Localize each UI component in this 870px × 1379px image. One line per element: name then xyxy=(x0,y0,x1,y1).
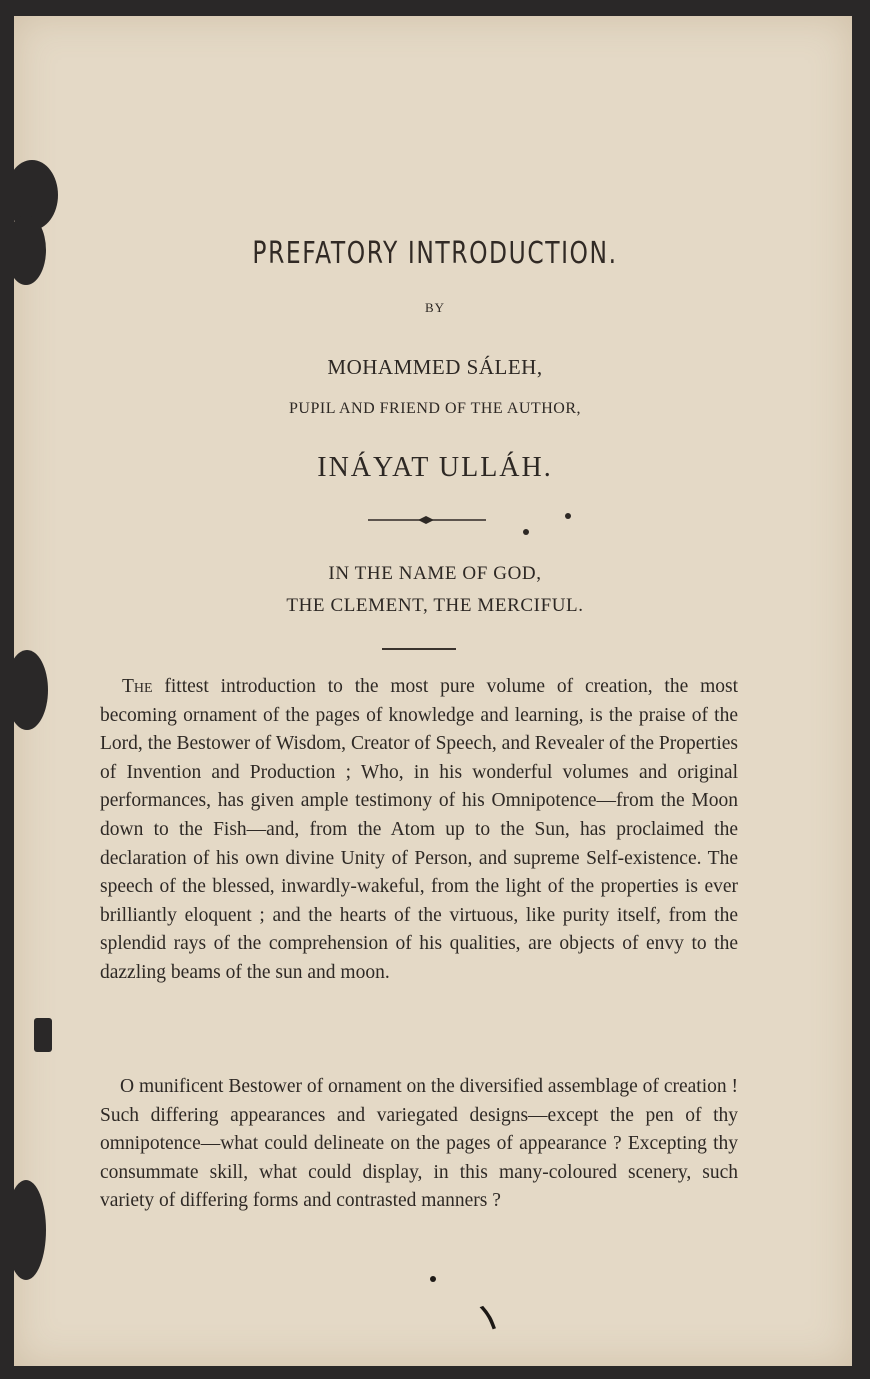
paragraph-2: O munificent Bestower of ornament on the diversified assemblage of creation ! Such differing appearances and variegated designs—except the pen of thy omnipotence—what could delineate on the pages of appearance ? Excepting thy consummate skill, what could display, in this many-coloured scenery, such variety of differing forms and contrasted manners ? xyxy=(100,1076,738,1212)
author-role: PUPIL AND FRIEND OF THE AUTHOR, xyxy=(289,400,581,417)
page-title: PREFATORY INTRODUCTION. xyxy=(252,236,618,271)
page-tear-mark xyxy=(34,1018,52,1052)
subject-name: INÁYAT ULLÁH. xyxy=(317,452,553,483)
author-name: MOHAMMED SÁLEH, xyxy=(327,355,543,379)
paragraph-1-lead: The xyxy=(122,676,153,697)
page-tear-middle xyxy=(6,650,48,730)
page-number: ١ xyxy=(470,1291,507,1343)
invocation-line-2: THE CLEMENT, THE MERCIFUL. xyxy=(286,595,584,616)
ornament-divider xyxy=(368,512,578,542)
ink-speck xyxy=(430,1276,436,1282)
section-rule xyxy=(382,648,456,650)
page-tear-upper xyxy=(6,215,46,285)
paragraph-1 xyxy=(100,673,738,988)
invocation-line-1: IN THE NAME OF GOD, xyxy=(328,563,542,584)
page-tear-lower xyxy=(6,1180,46,1280)
paragraph-1-text: fittest introduction to the most pure volume of creation, the most becoming ornament of the pages of knowledge and learning, is the praise of the Lord, the Bestower of Wisdom, Creator of Speech, and Revealer of the Properties of Invention and Production ; Who, in his wonderful volumes and original performances, has given ample testimony of his Omnipotence—from the Moon down to the Fish—and, from the Atom up to the Sun, has proclaimed the declaration of his own divine Unity of Person, and supreme Self-existence. The speech of the blessed, inwardly-wakeful, from the light of the properties is ever brilliantly eloquent ; and the hearts of the virtuous, like purity itself, from the splendid rays of the comprehension of his qualities, are objects of envy to the dazzling beams of the sun and moon. xyxy=(100,676,738,983)
byline-label: BY xyxy=(424,300,446,315)
